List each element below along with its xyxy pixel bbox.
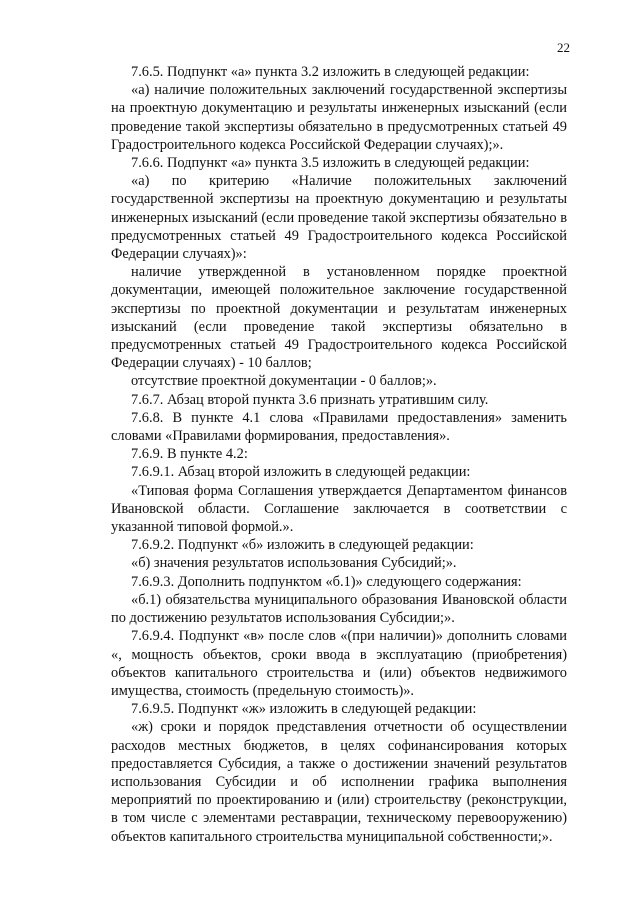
paragraph-7-6-9-5: 7.6.9.5. Подпункт «ж» изложить в следующей редакции: xyxy=(131,701,477,718)
paragraph-criterion-10-points: наличие утвержденной в установленном порядке проектной документации, имеющей положительное заключение государственной экспертизы по проектной документации и результатам инженерных изысканий (если проведение такой экспертизы обязательно в предусмотренных статьей 49 Градостроительного кодекса Российской Федерации случаях) - 10 баллов; xyxy=(111,264,567,372)
paragraph-subpoint-b1-text: «б.1) обязательства муниципального образования Ивановской области по достижению результатов использования Субсидии;». xyxy=(111,591,567,627)
paragraph-criterion-0-points: отсутствие проектной документации - 0 баллов;». xyxy=(131,373,437,390)
paragraph-3-2-a-text: «а) наличие положительных заключений государственной экспертизы на проектную документацию и результаты инженерных изысканий (если проведение такой экспертизы обязательно в предусмотренных статьей 49 Градостроительного кодекса Российской Федерации случаях);». xyxy=(111,82,567,153)
paragraph-7-6-5: 7.6.5. Подпункт «а» пункта 3.2 изложить в следующей редакции: xyxy=(131,64,530,80)
paragraph-7-6-9-3: 7.6.9.3. Дополнить подпунктом «б.1)» следующего содержания: xyxy=(131,573,522,590)
paragraph-7-6-6: 7.6.6. Подпункт «а» пункта 3.5 изложить в следующей редакции: xyxy=(131,155,530,172)
paragraph-7-6-7: 7.6.7. Абзац второй пункта 3.6 признать утратившим силу. xyxy=(131,391,489,408)
document-body xyxy=(111,63,567,846)
paragraph-7-6-9-4: 7.6.9.4. Подпункт «в» после слов «(при наличии)» дополнить словами «, мощность объектов, сроки ввода в эксплуатацию (приобретения) объектов капитального строительства и (или) объектов недвижимого имущества, стоимость (предельную стоимость)». xyxy=(111,628,567,699)
paragraph-3-5-a-text: «а) по критерию «Наличие положительных заключений государственной экспертизы на проектную документацию и результаты инженерных изысканий (если проведение такой экспертизы обязательно в предусмотренных статьей 49 Градостроительного кодекса Российской Федерации случаях)»: xyxy=(111,173,567,263)
paragraph-subpoint-b-text: «б) значения результатов использования Субсидий;». xyxy=(131,555,457,572)
paragraph-subpoint-zh-text: «ж) сроки и порядок представления отчетности об осуществлении расходов местных бюджетов, в целях софинансирования которых предоставляется Субсидия, а также о достижении значений результатов использования Субсидии и об исполнении графика выполнения мероприятий по проектированию и (или) строительству (реконструкции, в том числе с элементами реставрации, техническому перевооружению) объектов капитального строительства муниципальной собственности;». xyxy=(111,719,567,845)
page-number: 22 xyxy=(557,40,570,55)
paragraph-7-6-9-1: 7.6.9.1. Абзац второй изложить в следующей редакции: xyxy=(131,464,471,481)
paragraph-agreement-form-text: «Типовая форма Соглашения утверждается Департаментом финансов Ивановской области. Соглашение заключается в соответствии с указанной типовой формой.». xyxy=(111,482,567,536)
paragraph-7-6-9-2: 7.6.9.2. Подпункт «б» изложить в следующей редакции: xyxy=(131,537,474,554)
paragraph-7-6-8: 7.6.8. В пункте 4.1 слова «Правилами предоставления» заменить словами «Правилами формирования, предоставления». xyxy=(111,409,567,445)
paragraph-7-6-9: 7.6.9. В пункте 4.2: xyxy=(131,446,248,463)
